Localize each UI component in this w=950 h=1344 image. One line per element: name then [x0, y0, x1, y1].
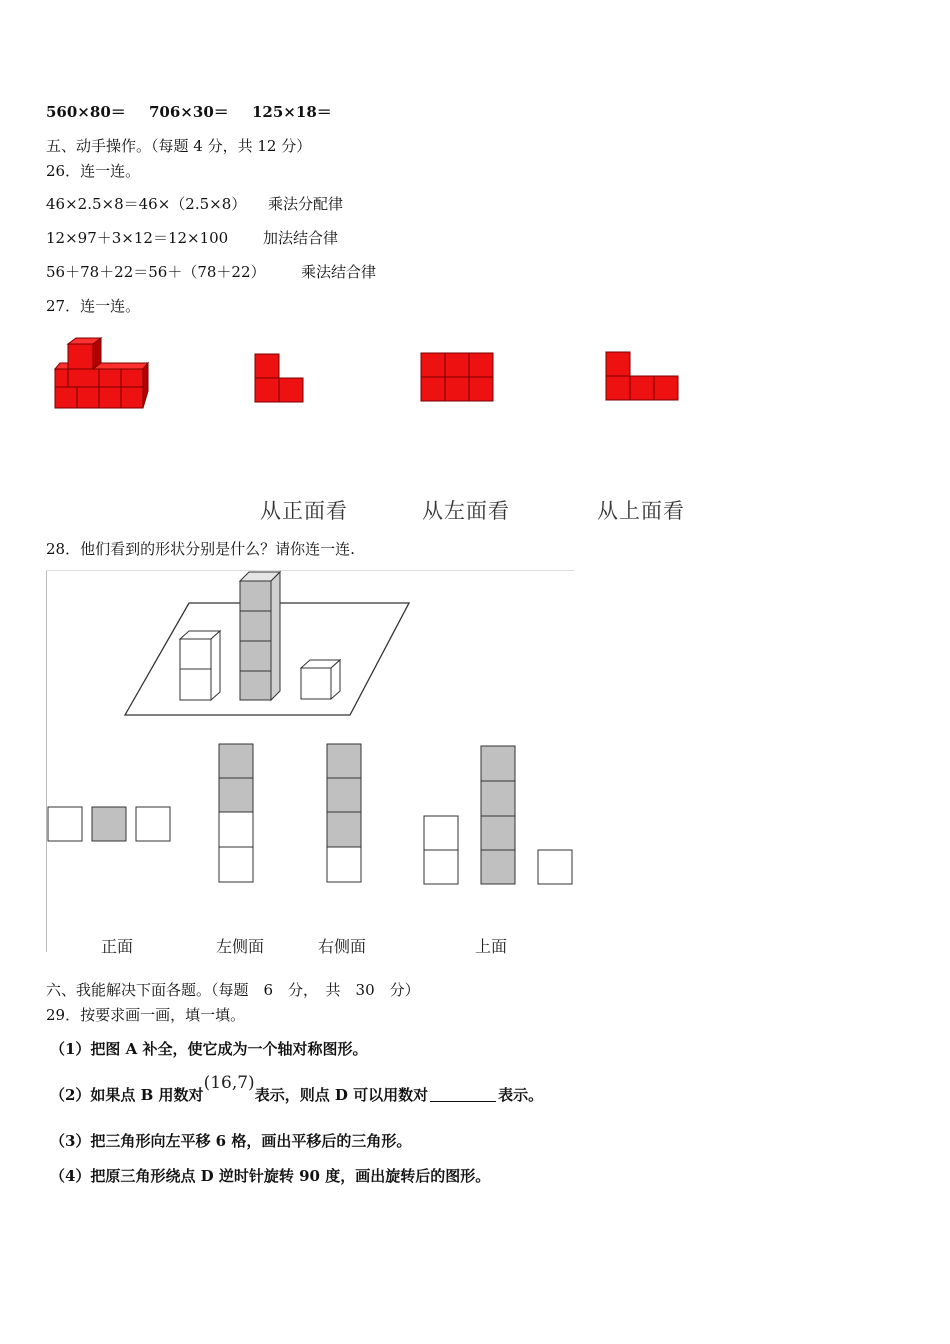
face-label-front: 正面	[101, 937, 134, 956]
q26-title: 26．连一连。	[46, 162, 141, 180]
face-label-right-side: 右侧面	[318, 937, 367, 956]
view-label-top: 从上面看	[597, 499, 685, 523]
q29-p2-after: 表示。	[498, 1086, 544, 1104]
q26-row-1	[46, 195, 344, 213]
calc-2: 706×30＝	[149, 103, 229, 121]
q26-row-3	[46, 263, 377, 281]
calc-3: 125×18＝	[252, 103, 332, 121]
face-label-top: 上面	[475, 937, 508, 956]
q26-law: 乘法结合律	[301, 263, 377, 281]
q26-row-2	[46, 229, 339, 247]
q26-law: 加法结合律	[263, 229, 339, 247]
section5-heading: 五、动手操作。（每题 4 分，共 12 分）	[46, 137, 312, 155]
calc-row	[46, 103, 332, 121]
red-cube-3d-figure	[50, 336, 154, 414]
view-label-left: 从左面看	[422, 499, 510, 523]
q26-expr: 46×2.5×8＝46×（2.5×8）	[46, 195, 247, 213]
section6-heading: 六、我能解决下面各题。（每题 6 分， 共 30 分）	[46, 981, 420, 999]
q29-part-2	[50, 1073, 544, 1104]
q26-expr: 56＋78＋22＝56＋（78＋22）	[46, 263, 266, 281]
q27-title: 27．连一连。	[46, 297, 141, 315]
red-l-shape-long	[605, 351, 681, 403]
q29-p2-before: （2）如果点 B 用数对	[50, 1086, 204, 1104]
q26-law: 乘法分配律	[268, 195, 344, 213]
calc-1: 560×80＝	[46, 103, 126, 121]
view-label-front: 从正面看	[260, 499, 348, 523]
answer-blank[interactable]	[430, 1087, 496, 1102]
q29-title: 29．按要求画一画，填一填。	[46, 1006, 246, 1024]
q26-expr: 12×97＋3×12＝12×100	[46, 229, 229, 247]
coordinate-pair: (16,7)	[203, 1073, 255, 1093]
q28-title: 28．他们看到的形状分别是什么？请你连一连.	[46, 540, 355, 558]
face-label-left-side: 左侧面	[216, 937, 265, 956]
q29-part-3: （3）把三角形向左平移 6 格，画出平移后的三角形。	[50, 1132, 412, 1150]
red-rectangle-2x3	[420, 352, 496, 404]
red-l-shape-small	[254, 353, 306, 405]
q29-p2-mid: 表示，则点 D 可以用数对	[254, 1086, 429, 1104]
q29-part-4: （4）把原三角形绕点 D 逆时针旋转 90 度，画出旋转后的图形。	[50, 1167, 491, 1185]
q28-figure	[46, 570, 574, 952]
q29-part-1: （1）把图 A 补全，使它成为一个轴对称图形。	[50, 1040, 368, 1058]
